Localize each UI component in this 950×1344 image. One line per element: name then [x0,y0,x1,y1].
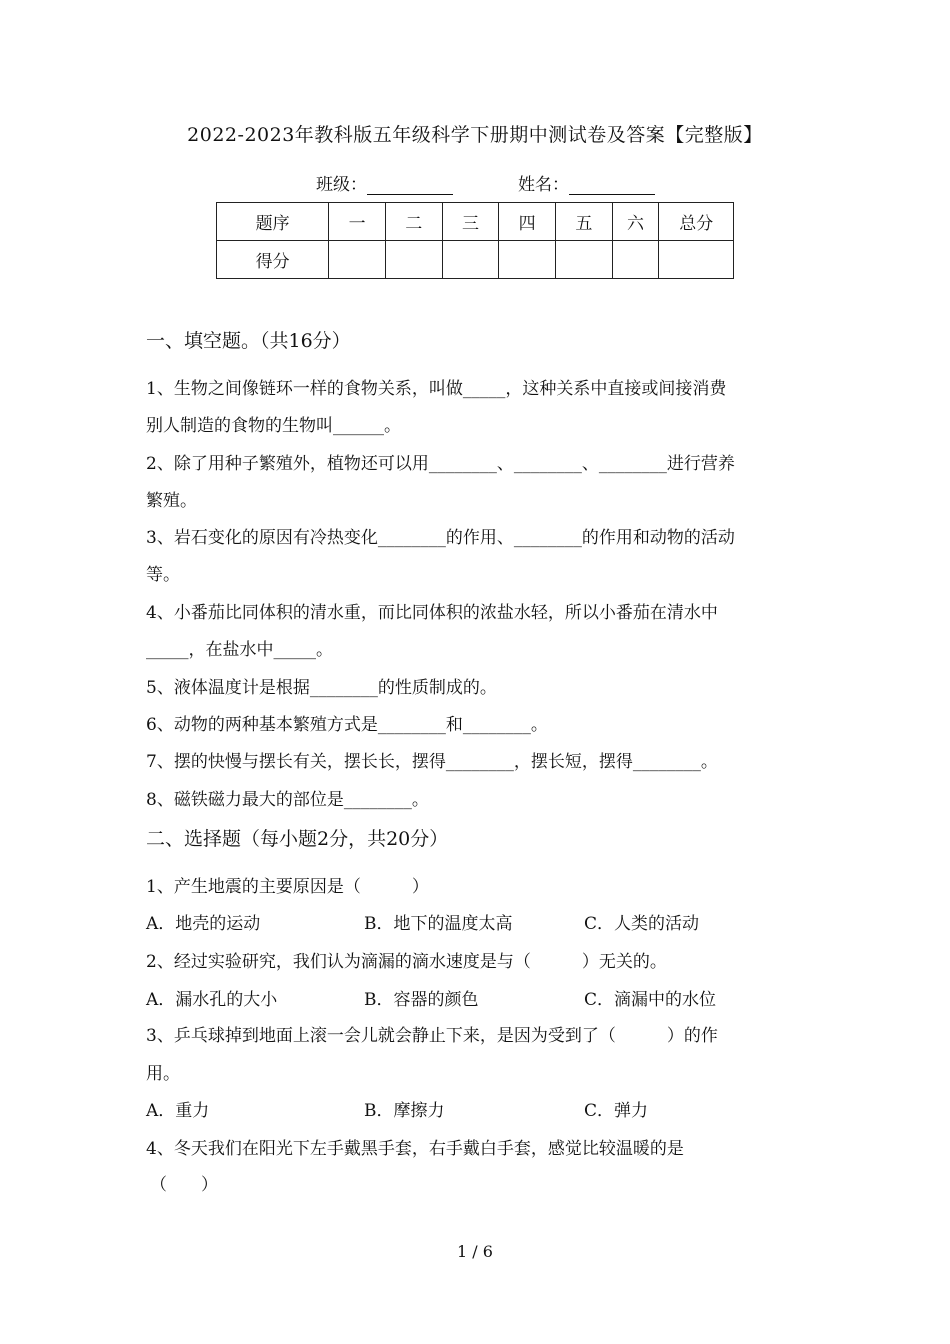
question-stem: 用。 [146,1064,180,1084]
header-cell: 题序 [217,203,329,241]
header-cell: 三 [442,203,499,241]
score-cell [659,241,734,279]
option-b: B．容器的颜色 [364,990,479,1010]
name-label: 姓名： [518,175,569,195]
question-line: 7、摆的快慢与摆长有关，摆长长，摆得________，摆长短，摆得________。 [146,752,718,772]
score-cell [329,241,386,279]
question-line: 别人制造的食物的生物叫______。 [146,416,401,436]
question-line: 3、岩石变化的原因有冷热变化________的作用、________的作用和动物的活动 [146,528,735,548]
score-row-label: 得分 [217,241,329,279]
question-stem: 1、产生地震的主要原因是（ ） [146,877,429,897]
option-a: A．地壳的运动 [146,914,261,934]
header-cell: 一 [329,203,386,241]
section2-heading: 二、选择题（每小题2分，共20分） [146,828,449,850]
question-line: 4、小番茄比同体积的清水重，而比同体积的浓盐水轻，所以小番茄在清水中 [146,603,718,623]
question-line: _____，在盐水中_____。 [146,640,333,660]
class-label: 班级： [316,175,367,195]
score-cell [442,241,499,279]
name-field [518,170,655,195]
score-table [216,202,734,279]
question-line: 等。 [146,565,180,585]
score-cell [555,241,612,279]
question-stem: 4、冬天我们在阳光下左手戴黑手套，右手戴白手套，感觉比较温暖的是 [146,1139,684,1159]
option-a: A．重力 [146,1101,210,1121]
option-b: B．地下的温度太高 [364,914,513,934]
name-blank [569,174,655,195]
question-line: 1、生物之间像链环一样的食物关系，叫做_____，这种关系中直接或间接消费 [146,379,727,399]
class-blank [367,174,453,195]
question-stem: 3、乒乓球掉到地面上滚一会儿就会静止下来，是因为受到了（ ）的作 [146,1026,718,1046]
option-c: C．弹力 [584,1101,649,1121]
question-line: 2、除了用种子繁殖外，植物还可以用________、________、________进行营养 [146,454,735,474]
page-number: 1 / 6 [457,1242,493,1261]
class-field [316,170,453,195]
score-cell [385,241,442,279]
header-cell: 总分 [659,203,734,241]
question-line: 繁殖。 [146,491,197,511]
score-table-score-row [217,241,734,279]
question-stem: （ ） [150,1175,218,1195]
option-b: B．摩擦力 [364,1101,445,1121]
header-cell: 五 [555,203,612,241]
score-table-header-row [217,203,734,241]
option-c: C．滴漏中的水位 [584,990,717,1010]
score-cell [612,241,659,279]
header-cell: 六 [612,203,659,241]
score-cell [499,241,556,279]
option-a: A．漏水孔的大小 [146,990,278,1010]
document-title: 2022-2023年教科版五年级科学下册期中测试卷及答案【完整版】 [187,124,763,146]
header-cell: 四 [499,203,556,241]
question-stem: 2、经过实验研究，我们认为滴漏的滴水速度是与（ ）无关的。 [146,952,667,972]
question-line: 5、液体温度计是根据________的性质制成的。 [146,678,497,698]
option-c: C．人类的活动 [584,914,700,934]
question-line: 6、动物的两种基本繁殖方式是________和________。 [146,715,548,735]
question-line: 8、磁铁磁力最大的部位是________。 [146,790,429,810]
header-cell: 二 [385,203,442,241]
section1-heading: 一、填空题。（共16分） [146,330,351,352]
